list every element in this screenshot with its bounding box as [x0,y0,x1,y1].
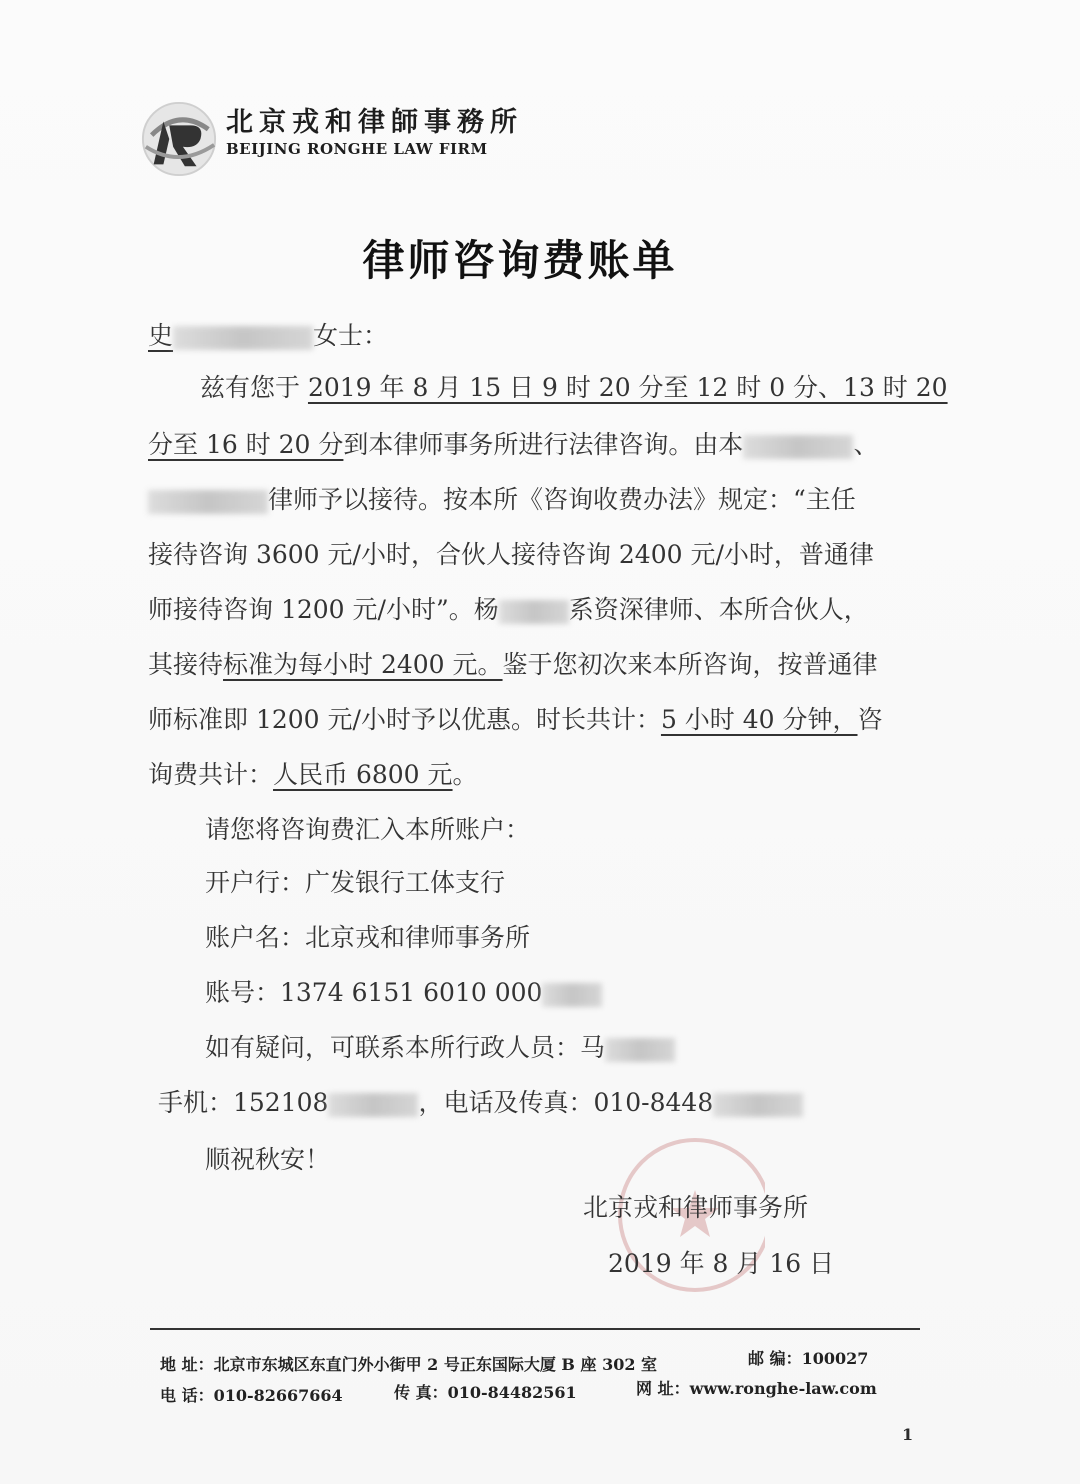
page-number: 1 [902,1425,914,1444]
body-text: 。 [452,760,478,789]
body-text: 律师予以接待。按本所《咨询收费办法》规定：“主任 [268,485,856,514]
signature-date: 2019 年 8 月 16 日 [608,1249,835,1278]
body-line-2 [148,425,878,461]
body-text: 到本律师事务所进行法律咨询。由本 [343,430,744,459]
body-text: 师接待咨询 1200 元/小时”。杨 [148,595,499,624]
body-text: 系资深律师、本所合伙人， [568,595,869,624]
signature-firm: 北京戎和律师事务所 [583,1193,809,1222]
body-text: 师标准即 1200 元/小时予以优惠。时长共计： [148,705,661,734]
salutation-suffix: 女士： [313,321,389,350]
redacted-name [173,326,313,350]
contact-text: 如有疑问，可联系本所行政人员：马 [205,1033,606,1062]
redacted-text [542,983,602,1007]
body-line-4 [148,535,874,571]
footer-address: 地 址：北京市东城区东直门外小街甲 2 号正东国际大厦 B 座 302 室 [160,1355,658,1374]
account-name: 账户名：北京戎和律师事务所 [205,923,531,952]
salutation [148,316,388,352]
body-line-1 [200,368,948,404]
letterhead-firm-name-cn: 北京戎和律師事務所 [226,107,523,138]
body-text: 咨 [857,705,883,734]
body-line-3 [148,480,856,516]
salutation-prefix: 史 [148,321,174,350]
account-number-text: 账号：1374 6151 6010 000 [205,978,543,1007]
body-line-6 [148,645,878,681]
phone-text: ，电话及传真：010-8448 [418,1088,714,1117]
footer-divider [150,1328,920,1330]
closing: 顺祝秋安！ [205,1145,331,1174]
footer-fax: 传 真：010-84482561 [394,1383,577,1402]
duration-underlined: 5 小时 40 分钟， [660,705,858,734]
consult-time-end-underlined: 分至 16 时 20 分 [148,430,344,459]
footer-postcode: 邮 编：100027 [748,1349,869,1368]
body-line-5 [148,590,869,626]
redacted-text [743,435,853,459]
account-number [205,973,602,1009]
body-line-8 [148,755,478,791]
letterhead-firm-name-en: BEIJING RONGHE LAW FIRM [226,140,488,158]
body-text: 、 [853,430,879,459]
redacted-text [499,600,569,624]
mobile-text: 手机：152108 [158,1088,329,1117]
redacted-text [328,1093,418,1117]
body-text: 其接待 [148,650,224,679]
bank-name: 开户行：广发银行工体支行 [205,868,506,897]
body-line-7 [148,700,883,736]
footer-website: 网 址：www.ronghe-law.com [636,1379,877,1398]
contact-line [205,1028,675,1064]
consult-time-underlined: 2019 年 8 月 15 日 9 时 20 分至 12 时 0 分、13 时 20 [307,373,948,402]
payment-intro: 请您将咨询费汇入本所账户： [205,815,531,844]
firm-logo-icon [140,100,218,178]
document-title: 律师咨询费账单 [362,236,678,285]
body-text: 接待咨询 3600 元/小时，合伙人接待咨询 2400 元/小时，普通律 [148,540,874,569]
rate-underlined: 标准为每小时 2400 元。 [223,650,503,679]
body-text: 询费共计： [148,760,274,789]
body-text: 兹有您于 [200,373,301,402]
redacted-text [605,1038,675,1062]
footer-tel: 电 话：010-82667664 [160,1386,343,1405]
phone-line [158,1083,803,1119]
redacted-text [713,1093,803,1117]
body-text: 鉴于您初次来本所咨询，按普通律 [502,650,878,679]
total-fee-underlined: 人民币 6800 元 [273,760,453,789]
redacted-text [148,490,268,514]
